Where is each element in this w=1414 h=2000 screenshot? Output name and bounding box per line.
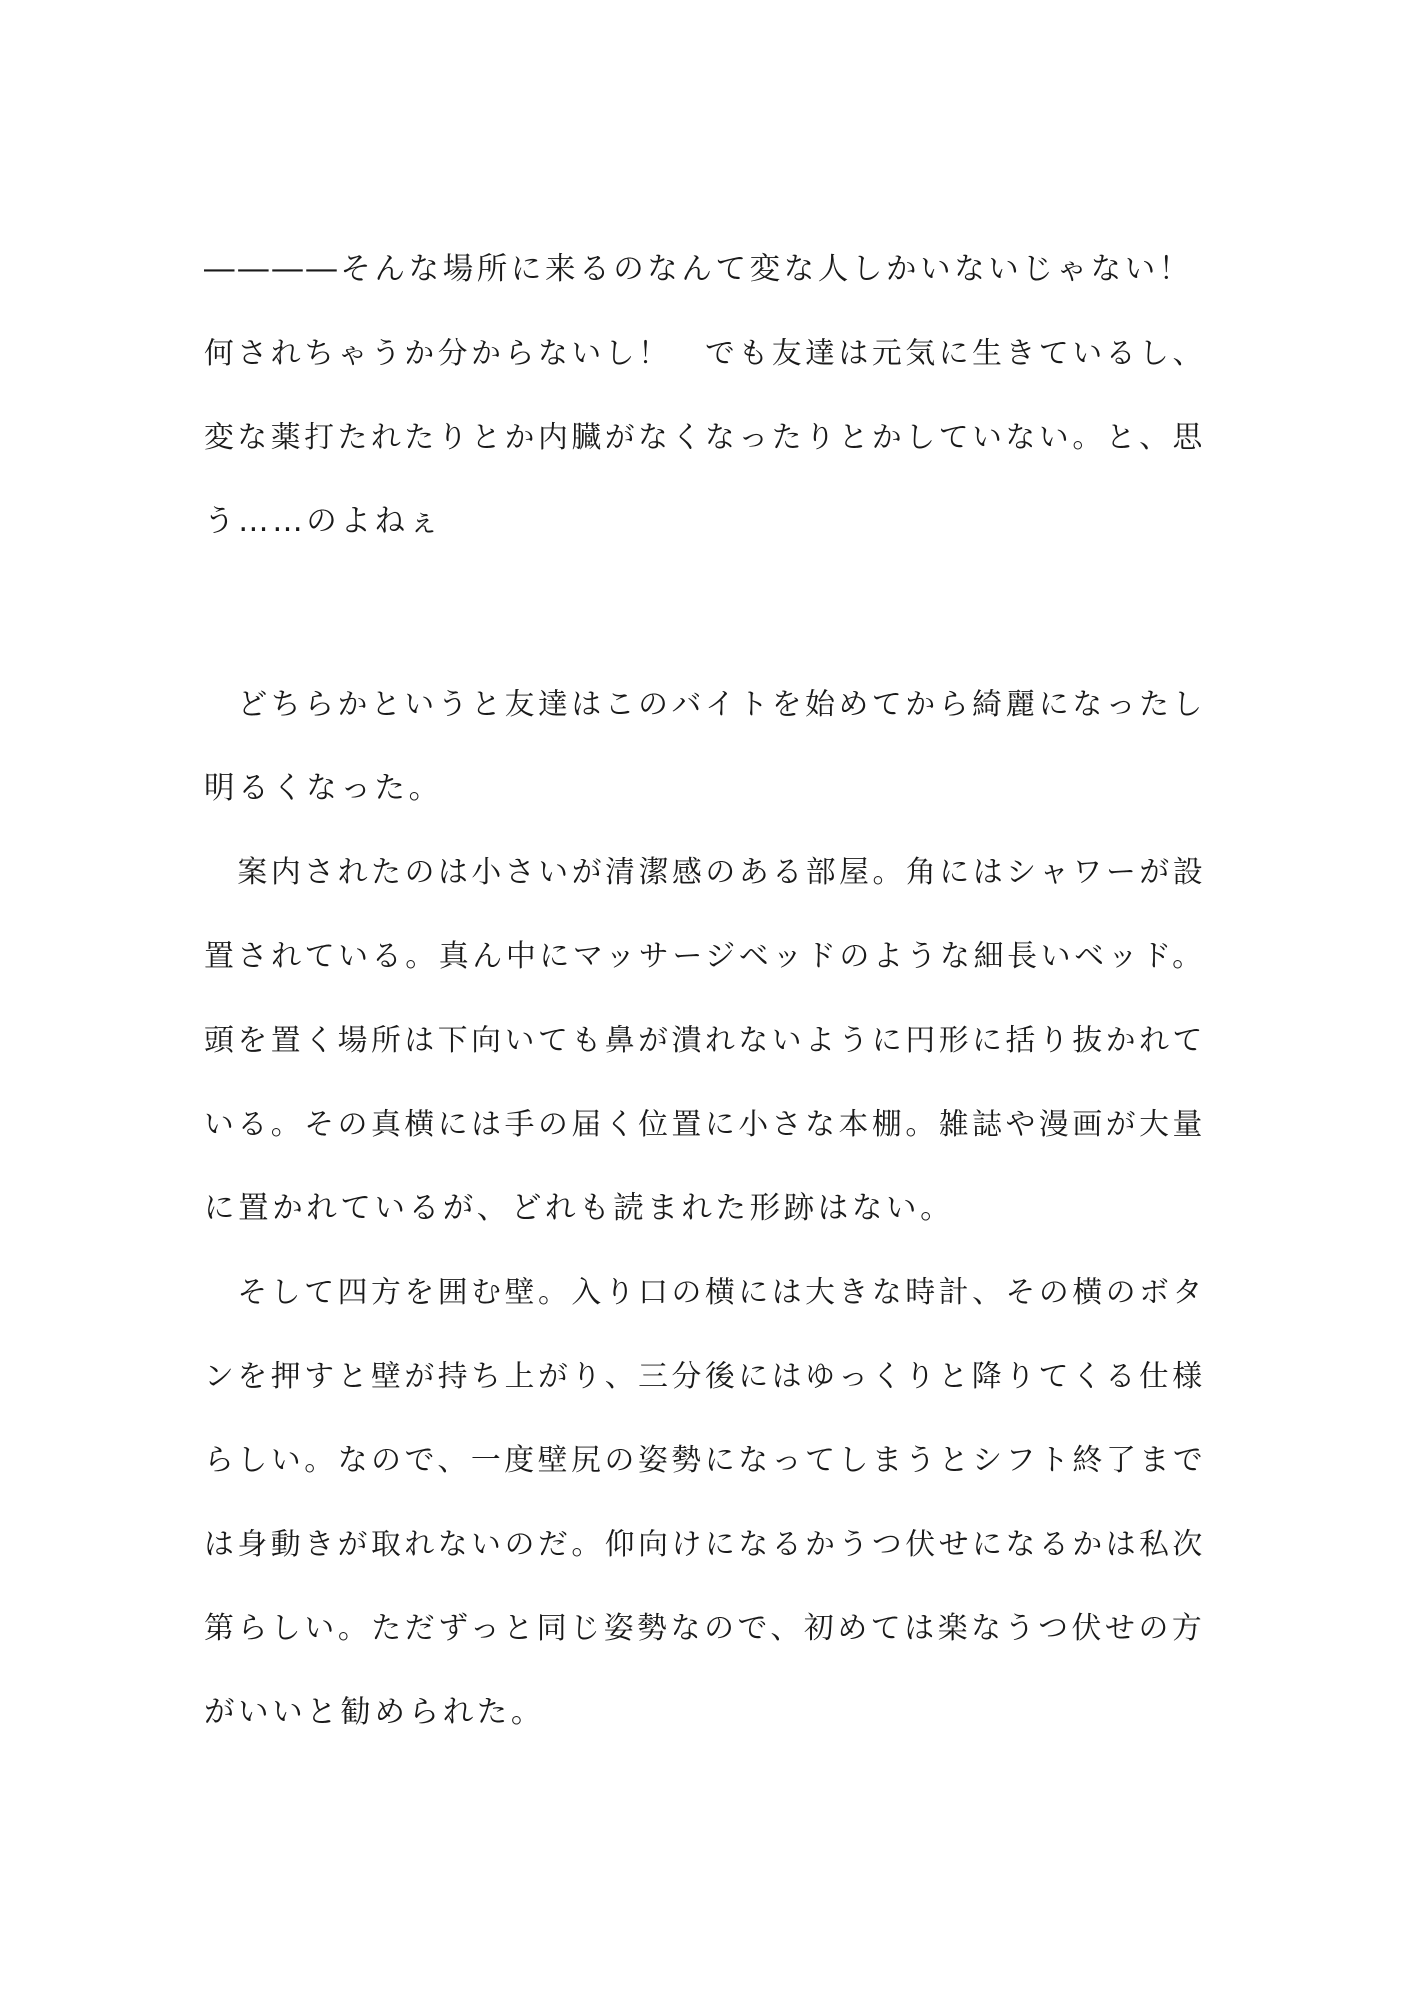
text-line-1: ――――そんな場所に来るのなんて変な人しかいないじゃない！	[204, 252, 1193, 287]
text-line-4: う……のよねぇ	[204, 504, 443, 539]
text-line-15: は身動きが取れないのだ。仰向けになるかうつ伏せになるかは私次	[204, 1527, 1206, 1562]
text-line-17: がいいと勧められた。	[204, 1695, 545, 1730]
text-line-14: らしい。なので、一度壁尻の姿勢になってしまうとシフト終了まで	[204, 1443, 1207, 1478]
text-line-2: 何されちゃうか分からないし！ でも友達は元気に生きているし、	[204, 336, 1206, 371]
text-line-7: 案内されたのは小さいが清潔感のある部屋。角にはシャワーが設	[204, 855, 1207, 890]
text-line-5: どちらかというと友達はこのバイトを始めてから綺麗になったし	[204, 687, 1206, 722]
text-line-16: 第らしい。ただずっと同じ姿勢なので、初めては楽なうつ伏せの方	[204, 1611, 1206, 1646]
text-line-9: 頭を置く場所は下向いても鼻が潰れないように円形に括り抜かれて	[204, 1023, 1206, 1058]
text-line-10: いる。その真横には手の届く位置に小さな本棚。雑誌や漫画が大量	[204, 1107, 1206, 1142]
text-line-12: そして四方を囲む壁。入り口の横には大きな時計、その横のボタ	[204, 1275, 1206, 1310]
text-line-6: 明るくなった。	[204, 771, 443, 806]
text-line-8: 置されている。真ん中にマッサージベッドのような細長いベッド。	[204, 939, 1206, 974]
text-line-3: 変な薬打たれたりとか内臓がなくなったりとかしていない。と、思	[204, 420, 1206, 455]
text-line-11: に置かれているが、どれも読まれた形跡はない。	[204, 1191, 955, 1226]
text-line-13: ンを押すと壁が持ち上がり、三分後にはゆっくりと降りてくる仕様	[204, 1359, 1206, 1394]
